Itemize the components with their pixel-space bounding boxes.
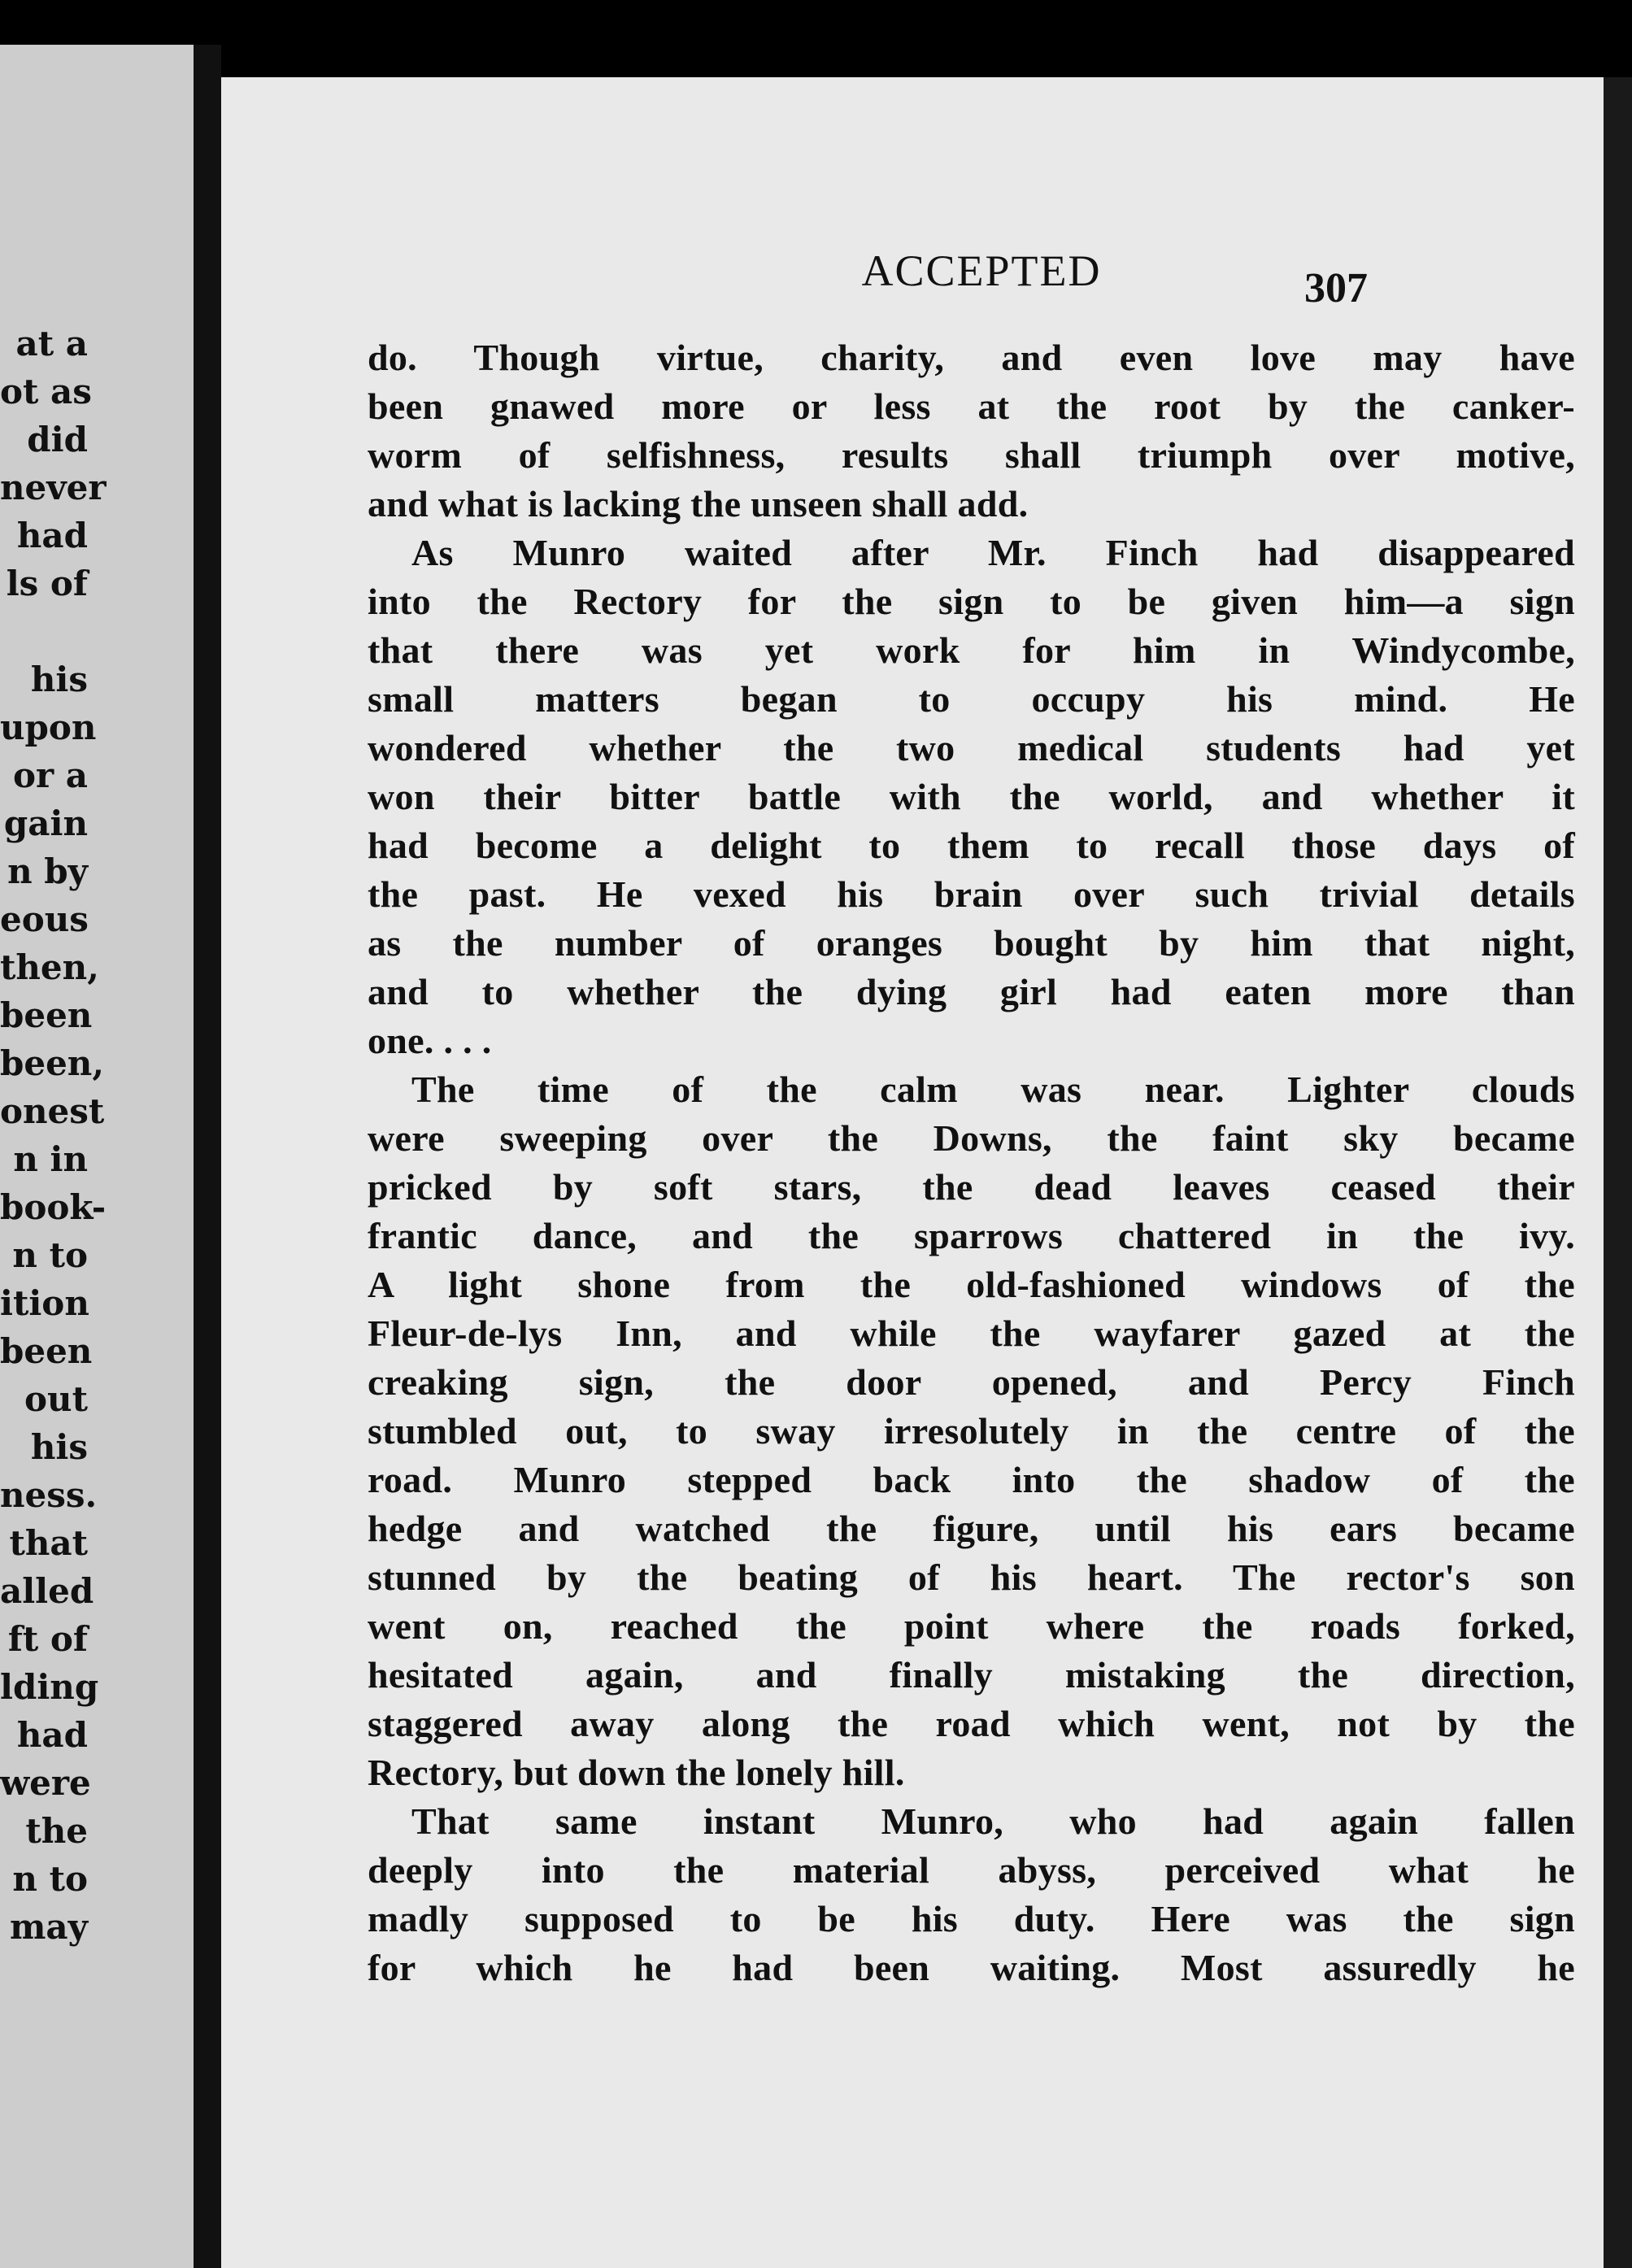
left-page-line: ness. xyxy=(0,1475,98,1515)
text-line: small matters began to occupy his mind. He xyxy=(368,678,1575,720)
left-page-line: his xyxy=(30,1427,88,1467)
left-page-line: been xyxy=(0,1331,93,1371)
left-page-line: onest xyxy=(0,1091,105,1131)
text-line: worm of selfishness, results shall triumph over motive, xyxy=(368,434,1575,476)
text-line: Fleur-de-lys Inn, and while the wayfarer gazed at the xyxy=(368,1312,1575,1354)
left-page-line: that xyxy=(9,1523,88,1563)
left-page-line: had xyxy=(16,516,88,555)
text-line: one. . . . xyxy=(368,1020,492,1061)
left-page-text xyxy=(0,320,107,1951)
text-line: pricked by soft stars, the dead leaves ceased their xyxy=(368,1166,1575,1208)
left-page-line: upon xyxy=(0,707,97,747)
left-page-line: or a xyxy=(13,755,88,795)
left-page-line: lding xyxy=(0,1667,99,1707)
left-page-line: ition xyxy=(0,1283,89,1323)
left-page-line: n to xyxy=(12,1859,88,1899)
text-line: As Munro waited after Mr. Finch had disappeared xyxy=(411,532,1575,573)
text-line: and to whether the dying girl had eaten more than xyxy=(368,971,1575,1012)
left-page-line: the xyxy=(25,1811,88,1851)
text-line: staggered away along the road which went, not by the xyxy=(368,1703,1575,1744)
text-line: That same instant Munro, who had again fallen xyxy=(411,1800,1575,1842)
left-page-line: ft of xyxy=(7,1619,88,1659)
text-line: and what is lacking the unseen shall add. xyxy=(368,483,1029,525)
text-line: went on, reached the point where the roads forked, xyxy=(368,1605,1575,1647)
page-number: 307 xyxy=(1304,265,1368,311)
left-page-line: had xyxy=(16,1715,88,1755)
left-page-line: were xyxy=(0,1763,91,1803)
left-page-line: n by xyxy=(7,851,88,891)
text-line: stumbled out, to sway irresolutely in the centre of the xyxy=(368,1410,1575,1452)
text-line: as the number of oranges bought by him that night, xyxy=(368,922,1575,964)
body-text xyxy=(368,333,1575,1992)
text-line: do. Though virtue, charity, and even love may have xyxy=(368,337,1575,378)
book-gutter xyxy=(194,45,221,2268)
left-page-line: never xyxy=(0,468,107,507)
text-line: wondered whether the two medical students had yet xyxy=(368,727,1575,768)
text-line: hedge and watched the figure, until his ears became xyxy=(368,1508,1575,1549)
left-page-line: out xyxy=(24,1379,88,1419)
text-line: had become a delight to them to recall those days of xyxy=(368,825,1575,866)
left-page-line xyxy=(0,607,88,655)
text-line: creaking sign, the door opened, and Percy Finch xyxy=(368,1361,1575,1403)
left-page-line: then, xyxy=(0,947,99,987)
running-head: ACCEPTED xyxy=(861,246,1102,295)
left-page-line: did xyxy=(27,420,88,459)
text-line: A light shone from the old-fashioned windows of the xyxy=(368,1264,1575,1305)
left-page-line: gain xyxy=(3,803,88,843)
text-line: The time of the calm was near. Lighter clouds xyxy=(411,1069,1575,1110)
left-page-line: ot as xyxy=(0,372,92,411)
left-page-line: at a xyxy=(15,324,88,363)
text-line: Rectory, but down the lonely hill. xyxy=(368,1752,905,1793)
text-line: that there was yet work for him in Windycombe, xyxy=(368,629,1575,671)
left-page-line: ls of xyxy=(6,564,88,603)
left-page xyxy=(0,45,194,2268)
text-line: road. Munro stepped back into the shadow of the xyxy=(368,1459,1575,1500)
left-page-line: n in xyxy=(13,1139,88,1179)
text-line: been gnawed more or less at the root by the canker- xyxy=(368,385,1575,427)
text-line: won their bitter battle with the world, and whether it xyxy=(368,776,1575,817)
left-page-line: eous xyxy=(0,899,89,939)
left-page-line: been, xyxy=(0,1043,104,1083)
left-page-line: been xyxy=(0,995,93,1035)
text-line: were sweeping over the Downs, the faint sky became xyxy=(368,1117,1575,1159)
right-page-edge xyxy=(1604,77,1632,2268)
text-line: stunned by the beating of his heart. The rector's son xyxy=(368,1556,1575,1598)
left-page-line: his xyxy=(30,660,88,699)
right-page xyxy=(221,77,1604,2268)
text-line: into the Rectory for the sign to be given him—a sign xyxy=(368,581,1575,622)
text-line: madly supposed to be his duty. Here was the sign xyxy=(368,1898,1575,1939)
text-line: deeply into the material abyss, perceived what he xyxy=(368,1849,1575,1891)
text-line: frantic dance, and the sparrows chattered in the ivy. xyxy=(368,1215,1575,1256)
left-page-line: n to xyxy=(12,1235,88,1275)
left-page-line: book- xyxy=(0,1187,107,1227)
text-line: for which he had been waiting. Most assuredly he xyxy=(368,1947,1575,1988)
text-line: hesitated again, and finally mistaking the direction, xyxy=(368,1654,1575,1696)
left-page-line: alled xyxy=(0,1571,94,1611)
left-page-line: may xyxy=(9,1907,88,1947)
text-line: the past. He vexed his brain over such trivial details xyxy=(368,873,1575,915)
